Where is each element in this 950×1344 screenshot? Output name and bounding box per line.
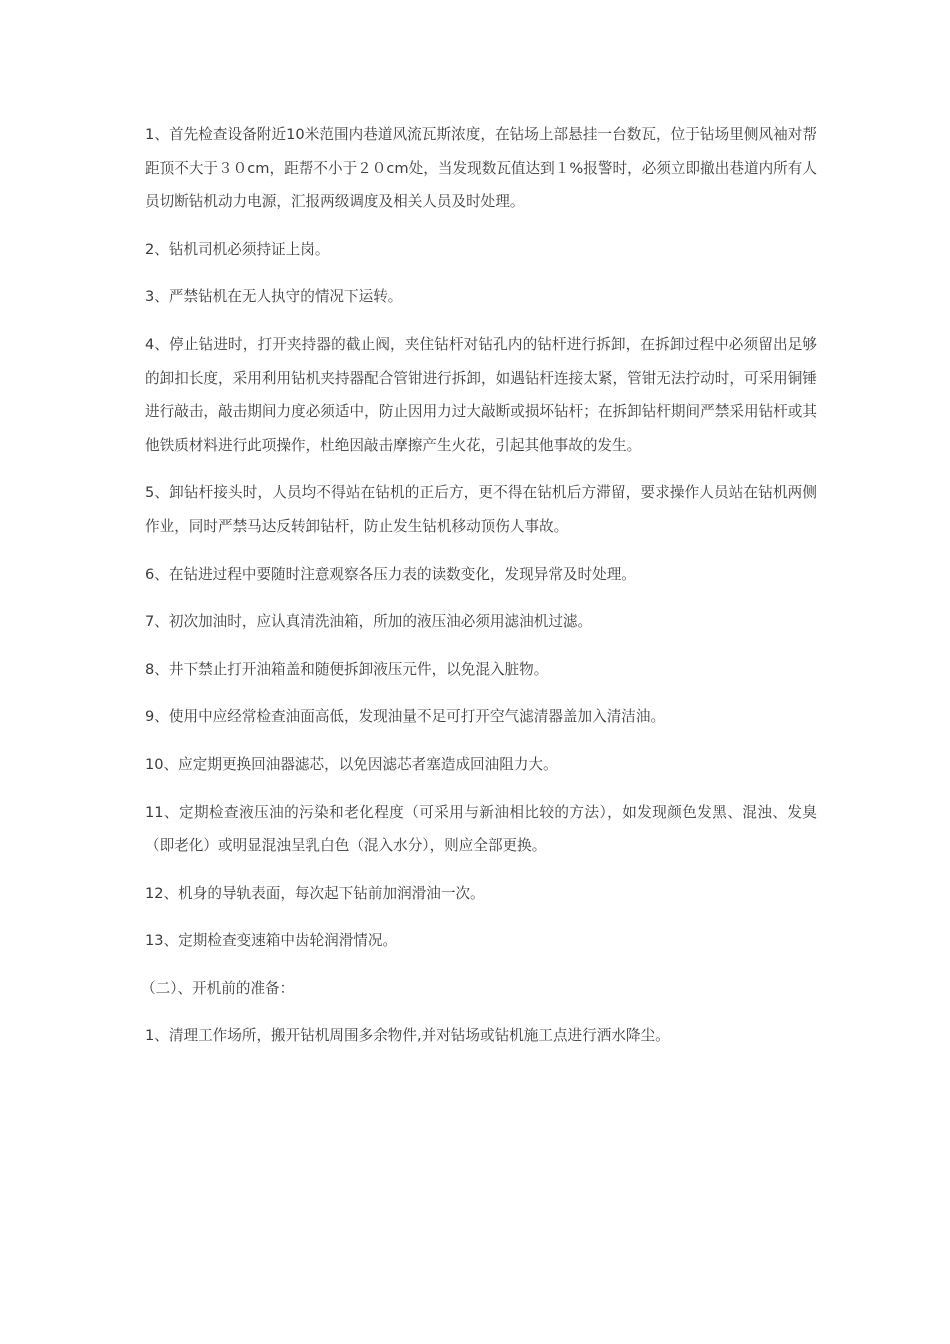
paragraph-13: 13、定期检查变速箱中齿轮润滑情况。 xyxy=(145,932,398,950)
section-heading: （二）、开机前的准备： xyxy=(141,979,295,997)
paragraph-12: 12、机身的导轨表面，每次起下钻前加润滑油一次。 xyxy=(145,884,485,902)
paragraph-3: 3、严禁钻机在无人执守的情况下运转。 xyxy=(145,288,403,306)
paragraph-6: 6、在钻进过程中要随时注意观察各压力表的读数变化，发现异常及时处理。 xyxy=(145,565,636,583)
paragraph-9: 9、使用中应经常检查油面高低，发现油量不足可打开空气滤清器盖加入清洁油。 xyxy=(145,708,666,726)
paragraph-1: 1、首先检查设备附近10米范围内巷道风流瓦斯浓度，在钻场上部悬挂一台数瓦，位于钻场里侧风袖对帮距顶不大于３０cm，距帮不小于２０cm处，当发现数瓦值达到１%报警时，必须立即撤出巷道内所有人员切断钻机动力电源，汇报两级调度及相关人员及时处理。 xyxy=(145,126,817,211)
paragraph-2: 2、钻机司机必须持证上岗。 xyxy=(145,240,330,258)
document-body xyxy=(141,118,817,1067)
paragraph-5: 5、卸钻杆接头时，人员均不得站在钻机的正后方，更不得在钻机后方滞留，要求操作人员站在钻机两侧作业，同时严禁马达反转卸钻杆，防止发生钻机移动顶伤人事故。 xyxy=(145,484,817,535)
paragraph-prep-1: 1、清理工作场所，搬开钻机周围多余物件,并对钻场或钻机施工点进行洒水降尘。 xyxy=(145,1027,670,1045)
paragraph-11: 11、定期检查液压油的污染和老化程度（可采用与新油相比较的方法），如发现颜色发黑、混浊、发臭（即老化）或明显混浊呈乳白色（混入水分），则应全部更换。 xyxy=(145,803,817,855)
paragraph-7: 7、初次加油时，应认真清洗油箱，所加的液压油必须用滤油机过滤。 xyxy=(145,613,593,631)
paragraph-4: 4、停止钻进时，打开夹持器的截止阀，夹住钻杆对钻孔内的钻杆进行拆卸，在拆卸过程中必须留出足够的卸扣长度，采用利用钻机夹持器配合管钳进行拆卸，如遇钻杆连接太紧，管钳无法拧动时，可采用铜锤进行敲击，敲击期间力度必须适中，防止因用力过大敲断或损坏钻杆；在拆卸钻杆期间严禁采用钻杆或其他铁质材料进行此项操作，杜绝因敲击摩擦产生火花，引起其他事故的发生。 xyxy=(145,335,817,454)
paragraph-8: 8、井下禁止打开油箱盖和随便拆卸液压元件，以免混入脏物。 xyxy=(145,660,549,678)
paragraph-10: 10、应定期更换回油器滤芯，以免因滤芯者塞造成回油阻力大。 xyxy=(145,755,558,773)
